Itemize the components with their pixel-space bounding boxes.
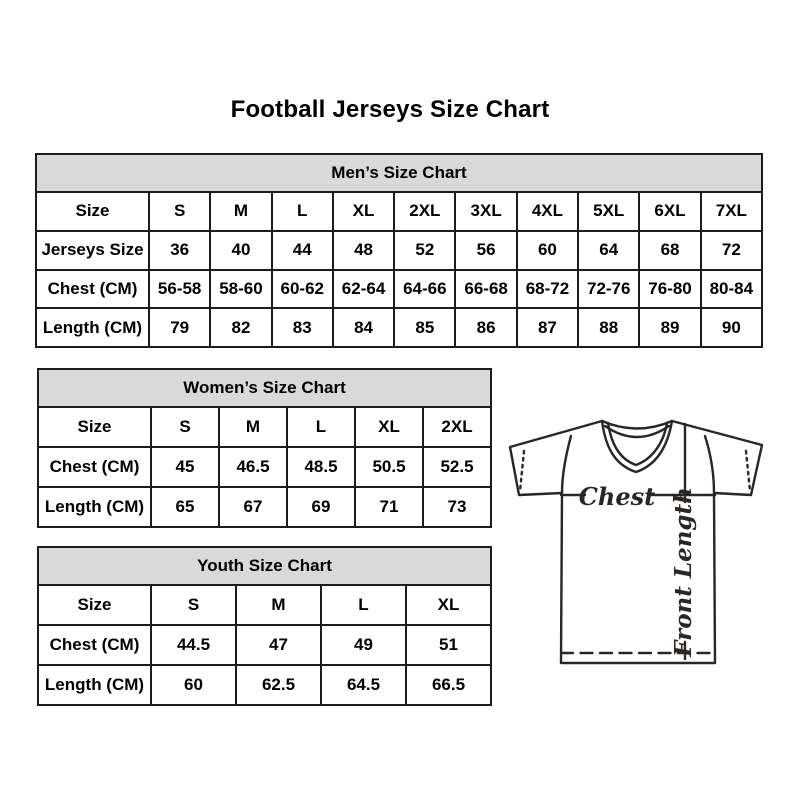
row-label-chest: Chest (CM) (38, 625, 151, 665)
size-cell: 5XL (578, 192, 639, 231)
value-cell: 65 (151, 487, 219, 527)
value-cell: 69 (287, 487, 355, 527)
row-label-chest: Chest (CM) (38, 447, 151, 487)
value-cell: 90 (701, 308, 762, 347)
row-label-length: Length (CM) (36, 308, 149, 347)
collar-top-arc (602, 421, 672, 429)
value-cell: 48.5 (287, 447, 355, 487)
value-cell: 86 (455, 308, 516, 347)
size-cell: XL (333, 192, 394, 231)
size-cell: XL (355, 407, 423, 447)
jersey-outline (510, 421, 762, 663)
value-cell: 50.5 (355, 447, 423, 487)
mens-header-row (36, 154, 762, 192)
size-cell: L (321, 585, 406, 625)
value-cell: 52 (394, 231, 455, 270)
value-cell: 45 (151, 447, 219, 487)
value-cell: 52.5 (423, 447, 491, 487)
front-length-measure-label: Front Length (670, 487, 697, 657)
value-cell: 72-76 (578, 270, 639, 309)
size-cell: 2XL (394, 192, 455, 231)
value-cell: 85 (394, 308, 455, 347)
value-cell: 72 (701, 231, 762, 270)
row-label-length: Length (CM) (38, 665, 151, 705)
value-cell: 87 (517, 308, 578, 347)
value-cell: 64 (578, 231, 639, 270)
mens-size-row (36, 192, 762, 231)
jersey-diagram (505, 414, 767, 666)
size-cell: L (272, 192, 333, 231)
value-cell: 84 (333, 308, 394, 347)
value-cell: 83 (272, 308, 333, 347)
value-cell: 44 (272, 231, 333, 270)
row-label-size: Size (38, 407, 151, 447)
youth-length-row (38, 665, 491, 705)
mens-length-row (36, 308, 762, 347)
size-cell: M (219, 407, 287, 447)
womens-chest-row (38, 447, 491, 487)
armhole-seam-right (705, 436, 714, 493)
value-cell: 56-58 (149, 270, 210, 309)
value-cell: 68 (639, 231, 700, 270)
size-cell: 6XL (639, 192, 700, 231)
chest-measure-label: Chest (578, 482, 656, 511)
value-cell: 46.5 (219, 447, 287, 487)
row-label-length: Length (CM) (38, 487, 151, 527)
womens-size-row (38, 407, 491, 447)
value-cell: 48 (333, 231, 394, 270)
value-cell: 76-80 (639, 270, 700, 309)
size-cell: 2XL (423, 407, 491, 447)
cuff-stitch-right (746, 451, 750, 491)
value-cell: 67 (219, 487, 287, 527)
value-cell: 73 (423, 487, 491, 527)
value-cell: 60 (517, 231, 578, 270)
size-cell: M (236, 585, 321, 625)
value-cell: 60-62 (272, 270, 333, 309)
value-cell: 51 (406, 625, 491, 665)
value-cell: 64-66 (394, 270, 455, 309)
size-cell: S (149, 192, 210, 231)
size-cell: XL (406, 585, 491, 625)
row-label-size: Size (38, 585, 151, 625)
size-cell: M (210, 192, 271, 231)
value-cell: 66.5 (406, 665, 491, 705)
mens-size-chart-table (35, 153, 763, 348)
value-cell: 62-64 (333, 270, 394, 309)
row-label-jerseys-size: Jerseys Size (36, 231, 149, 270)
womens-table-title: Women’s Size Chart (38, 369, 491, 407)
mens-jerseys-size-row (36, 231, 762, 270)
value-cell: 36 (149, 231, 210, 270)
value-cell: 68-72 (517, 270, 578, 309)
row-label-chest: Chest (CM) (36, 270, 149, 309)
mens-chest-row (36, 270, 762, 309)
youth-chest-row (38, 625, 491, 665)
youth-size-row (38, 585, 491, 625)
size-cell: 4XL (517, 192, 578, 231)
size-cell: L (287, 407, 355, 447)
row-label-size: Size (36, 192, 149, 231)
value-cell: 40 (210, 231, 271, 270)
value-cell: 88 (578, 308, 639, 347)
armhole-seam-left (562, 436, 571, 493)
value-cell: 44.5 (151, 625, 236, 665)
value-cell: 47 (236, 625, 321, 665)
value-cell: 79 (149, 308, 210, 347)
womens-length-row (38, 487, 491, 527)
page-title: Football Jerseys Size Chart (230, 96, 550, 123)
value-cell: 66-68 (455, 270, 516, 309)
size-cell: 3XL (455, 192, 516, 231)
value-cell: 82 (210, 308, 271, 347)
value-cell: 80-84 (701, 270, 762, 309)
value-cell: 58-60 (210, 270, 271, 309)
youth-table-title: Youth Size Chart (38, 547, 491, 585)
value-cell: 60 (151, 665, 236, 705)
value-cell: 56 (455, 231, 516, 270)
value-cell: 89 (639, 308, 700, 347)
value-cell: 64.5 (321, 665, 406, 705)
size-cell: S (151, 585, 236, 625)
womens-size-chart-table (37, 368, 492, 528)
womens-header-row (38, 369, 491, 407)
youth-header-row (38, 547, 491, 585)
youth-size-chart-table (37, 546, 492, 706)
size-cell: 7XL (701, 192, 762, 231)
mens-table-title: Men’s Size Chart (36, 154, 762, 192)
cuff-stitch-left (520, 451, 524, 491)
value-cell: 49 (321, 625, 406, 665)
value-cell: 71 (355, 487, 423, 527)
size-cell: S (151, 407, 219, 447)
value-cell: 62.5 (236, 665, 321, 705)
